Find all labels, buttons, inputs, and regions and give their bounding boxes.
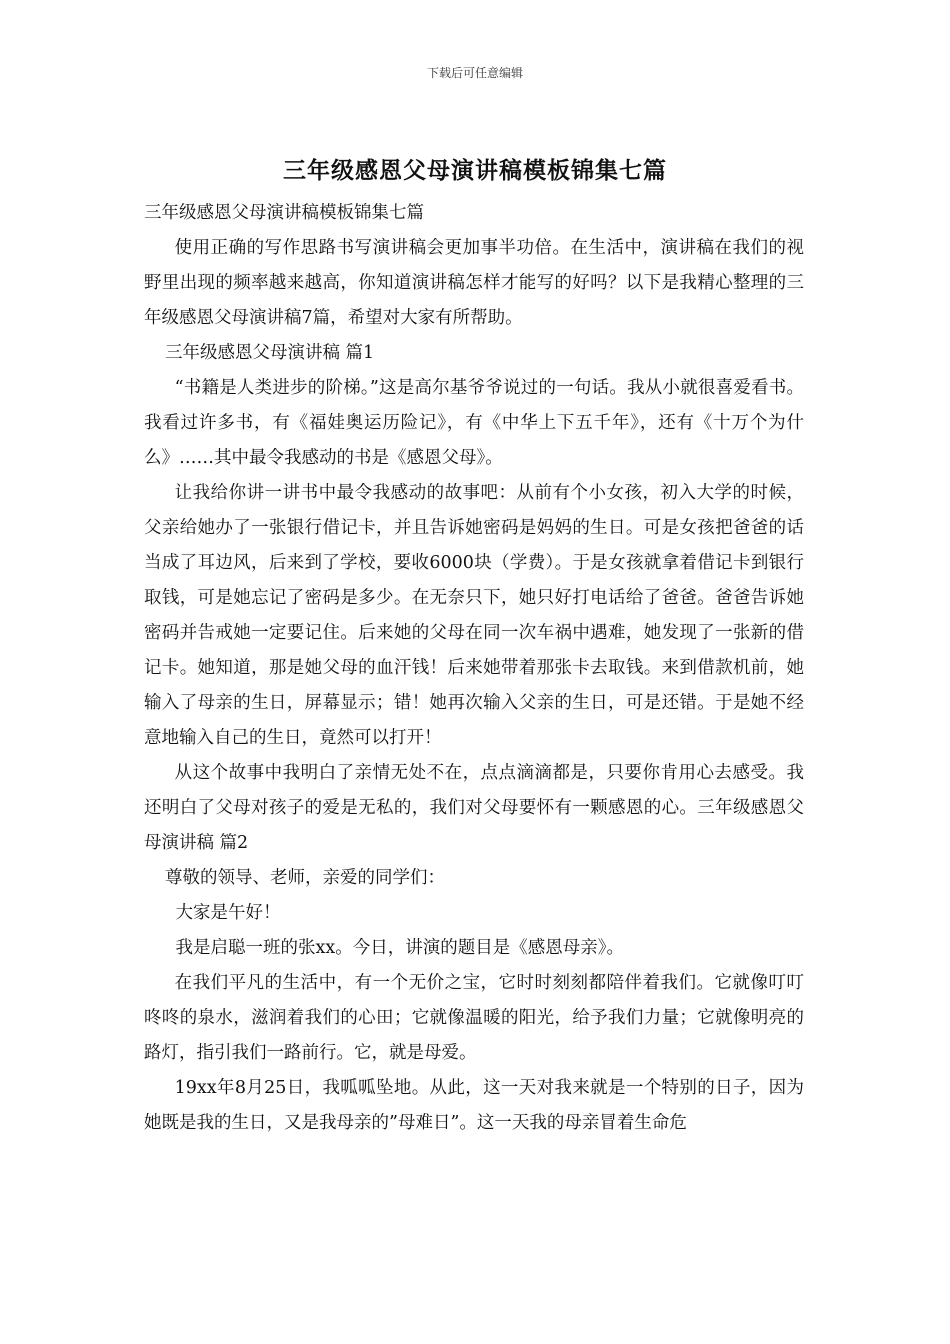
document-title: 三年级感恩父母演讲稿模板锦集七篇 <box>283 157 667 184</box>
page-header: 下载后可任意编辑 <box>426 66 523 80</box>
greeting-paragraph: 尊敬的领导、老师，亲爱的同学们： <box>165 868 445 888</box>
document-body <box>144 196 804 1141</box>
body-paragraph: 在我们平凡的生活中，有一个无价之宝，它时时刻刻都陪伴着我们。它就像叮叮咚咚的泉水，滋润着我们的心田；它就像温暖的阳光，给予我们力量；它就像明亮的路灯，指引我们一路前行。它，就是母爱。 <box>144 973 804 1063</box>
section-heading-1: 三年级感恩父母演讲稿 篇1 <box>165 343 375 363</box>
intro-paragraph: 使用正确的写作思路书写演讲稿会更加事半功倍。在生活中，演讲稿在我们的视野里出现的频率越来越高，你知道演讲稿怎样才能写的好吗？以下是我精心整理的三年级感恩父母演讲稿7篇，希望对大家有所帮助。 <box>144 238 804 328</box>
body-paragraph: 大家是午好！ <box>175 903 281 923</box>
body-paragraph: “书籍是人类进步的阶梯。”这是高尔基爷爷说过的一句话。我从小就很喜爱看书。我看过许多书，有《福娃奥运历险记》，有《中华上下五千年》，还有《十万个为什么》……其中最令我感动的书是《感恩父母》。 <box>144 378 804 468</box>
body-paragraph: 我是启聪一班的张xx。今日，讲演的题目是《感恩母亲》。 <box>175 938 624 958</box>
body-paragraph: 从这个故事中我明白了亲情无处不在，点点滴滴都是，只要你肯用心去感受。我还明白了父母对孩子的爱是无私的，我们对父母要怀有一颗感恩的心。三年级感恩父母演讲稿 篇2 <box>144 763 804 853</box>
body-paragraph: 让我给你讲一讲书中最令我感动的故事吧：从前有个小女孩，初入大学的时候，父亲给她办了一张银行借记卡，并且告诉她密码是妈妈的生日。可是女孩把爸爸的话当成了耳边风，后来到了学校，要收6000块（学费）。于是女孩就拿着借记卡到银行取钱，可是她忘记了密码是多少。在无奈只下，她只好打电话给了爸爸。爸爸告诉她密码并告戒她一定要记住。后来她的父母在同一次车祸中遇难，她发现了一张新的借记卡。她知道，那是她父母的血汗钱！后来她带着那张卡去取钱。来到借款机前，她输入了母亲的生日，屏幕显示；错！她再次输入父亲的生日，可是还错。于是她不经意地输入自己的生日，竟然可以打开！ <box>144 483 804 748</box>
subtitle-paragraph: 三年级感恩父母演讲稿模板锦集七篇 <box>144 203 424 223</box>
body-paragraph: 19xx年8月25日，我呱呱坠地。从此，这一天对我来就是一个特别的日子，因为她既是我的生日，又是我母亲的”母难日”。这一天我的母亲冒着生命危 <box>144 1078 804 1133</box>
